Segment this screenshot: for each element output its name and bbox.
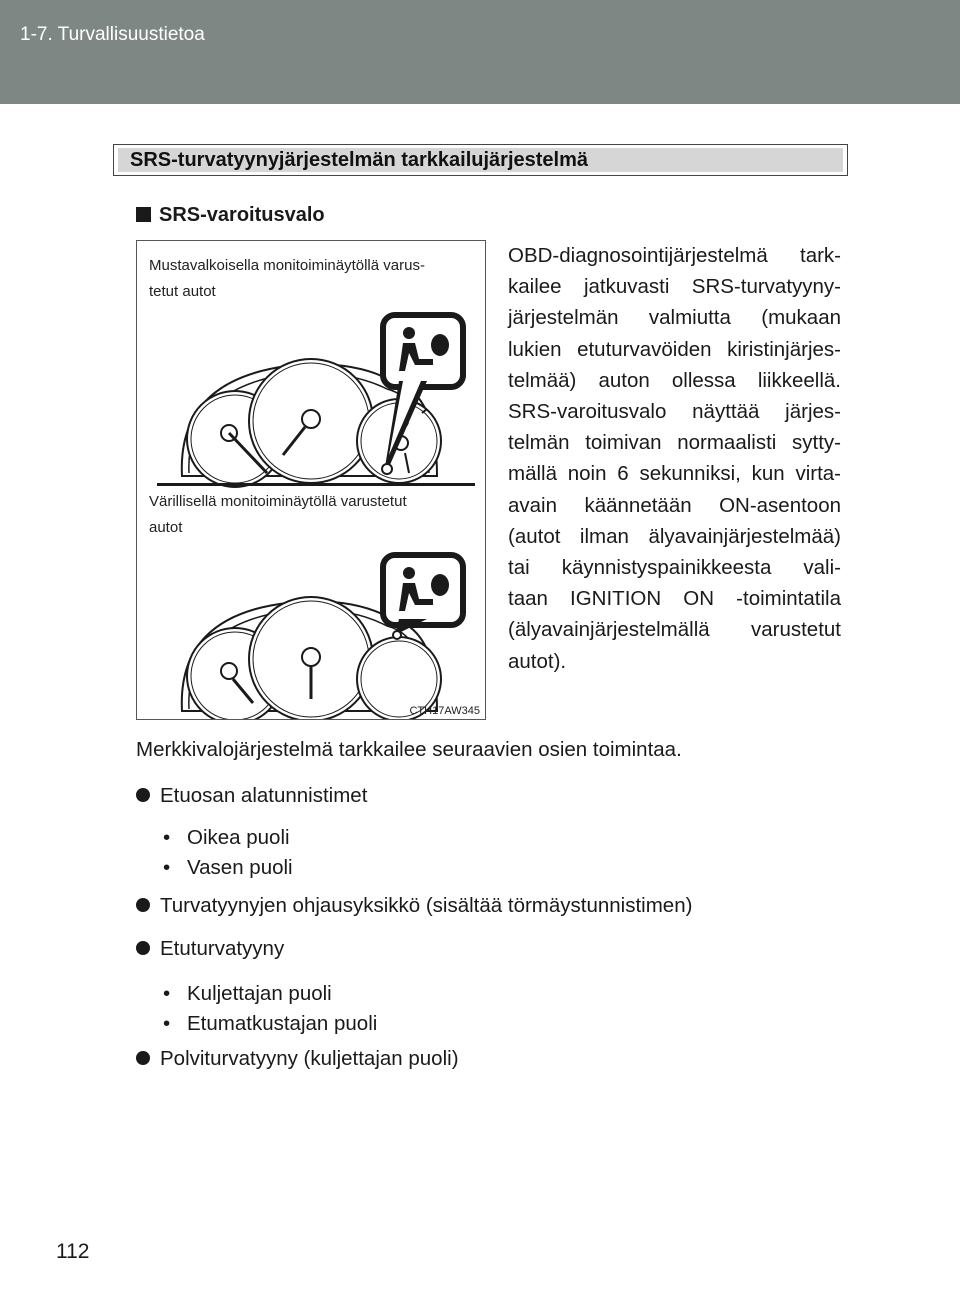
section-title-box [113,144,848,176]
figure-code: CTH17AW345 [409,705,480,717]
cluster-illustration [137,241,485,719]
sub-bullet: • [163,982,171,1005]
para-line: autot). [508,649,567,673]
sub-item-text: Oikea puoli [187,826,290,849]
list-item-front-sensors [136,784,367,808]
list-item-front-airbag [136,937,284,961]
callout-bottom [383,555,463,639]
para-line: avain käännetään ON-asentoon [508,493,841,517]
caption-color [149,489,407,541]
section-title: SRS-turvatyynyjärjestelmän tarkkailujärjestelmä [130,149,588,171]
para-line: telmän toimivan normaalisti sytty- [508,431,841,455]
para-line: taan IGNITION ON -toimintatila [508,587,841,611]
caption-color-line2: autot [149,519,183,536]
para-line: SRS-varoitusvalo näyttää järjes- [508,400,841,424]
sub-bullet: • [163,1012,171,1035]
subheading [136,204,325,227]
round-bullet-icon [136,941,150,955]
sub-item-text: Vasen puoli [187,856,293,879]
list-item-text: Turvatyynyjen ohjausyksikkö (sisältää törmäystunnistimen) [160,894,693,917]
sub-item-text: Kuljettajan puoli [187,982,332,1005]
sub-item-text: Etumatkustajan puoli [187,1012,378,1035]
round-bullet-icon [136,898,150,912]
list-item-control-unit [136,894,692,918]
round-bullet-icon [136,788,150,802]
square-bullet-icon [136,207,151,222]
sub-bullet: • [163,856,171,879]
sub-item [163,826,290,850]
para-line: mällä noin 6 sekunniksi, kun virta- [508,462,841,486]
figure-divider [157,483,475,486]
round-bullet-icon [136,1051,150,1065]
caption-color-line1: Värillisellä monitoiminäytöllä varustetut [149,493,407,510]
sub-bullet: • [163,826,171,849]
caption-monochrome-line2: tetut autot [149,283,216,300]
para-line: (älyavainjärjestelmällä varustetut [508,618,841,642]
sub-item [163,1012,377,1036]
list-item-text: Etuturvatyyny [160,937,285,960]
caption-monochrome-line1: Mustavalkoisella monitoiminäytöllä varus- [149,257,425,274]
para-line: lukien etuturvavöiden kiristinjärjes- [508,337,841,361]
sub-item [163,982,332,1006]
section-label: 1-7. Turvallisuustietoa [20,24,205,45]
sub-item [163,856,293,880]
page-number: 112 [56,1240,90,1263]
para-line: OBD-diagnosointijärjestelmä tark- [508,244,841,267]
list-item-text: Polviturvatyyny (kuljettajan puoli) [160,1047,459,1070]
instrument-cluster-figure [136,240,486,720]
para-line: kailee jatkuvasti SRS-turvatyyny- [508,275,841,299]
list-item-knee-airbag [136,1047,459,1071]
intro-text: Merkkivalojärjestelmä tarkkailee seuraavien osien toimintaa. [136,738,682,761]
para-line: järjestelmän valmiutta (mukaan [508,306,841,330]
para-line: telmää) auton ollessa liikkeellä. [508,368,841,392]
para-line: tai käynnistyspainikkeesta vali- [508,556,841,580]
para-line: (autot ilman älyavainjärjestelmää) [508,524,841,548]
page-header [0,0,960,104]
list-item-text: Etuosan alatunnistimet [160,784,368,807]
subheading-text: SRS-varoitusvalo [159,204,325,226]
description-paragraph [508,240,841,677]
